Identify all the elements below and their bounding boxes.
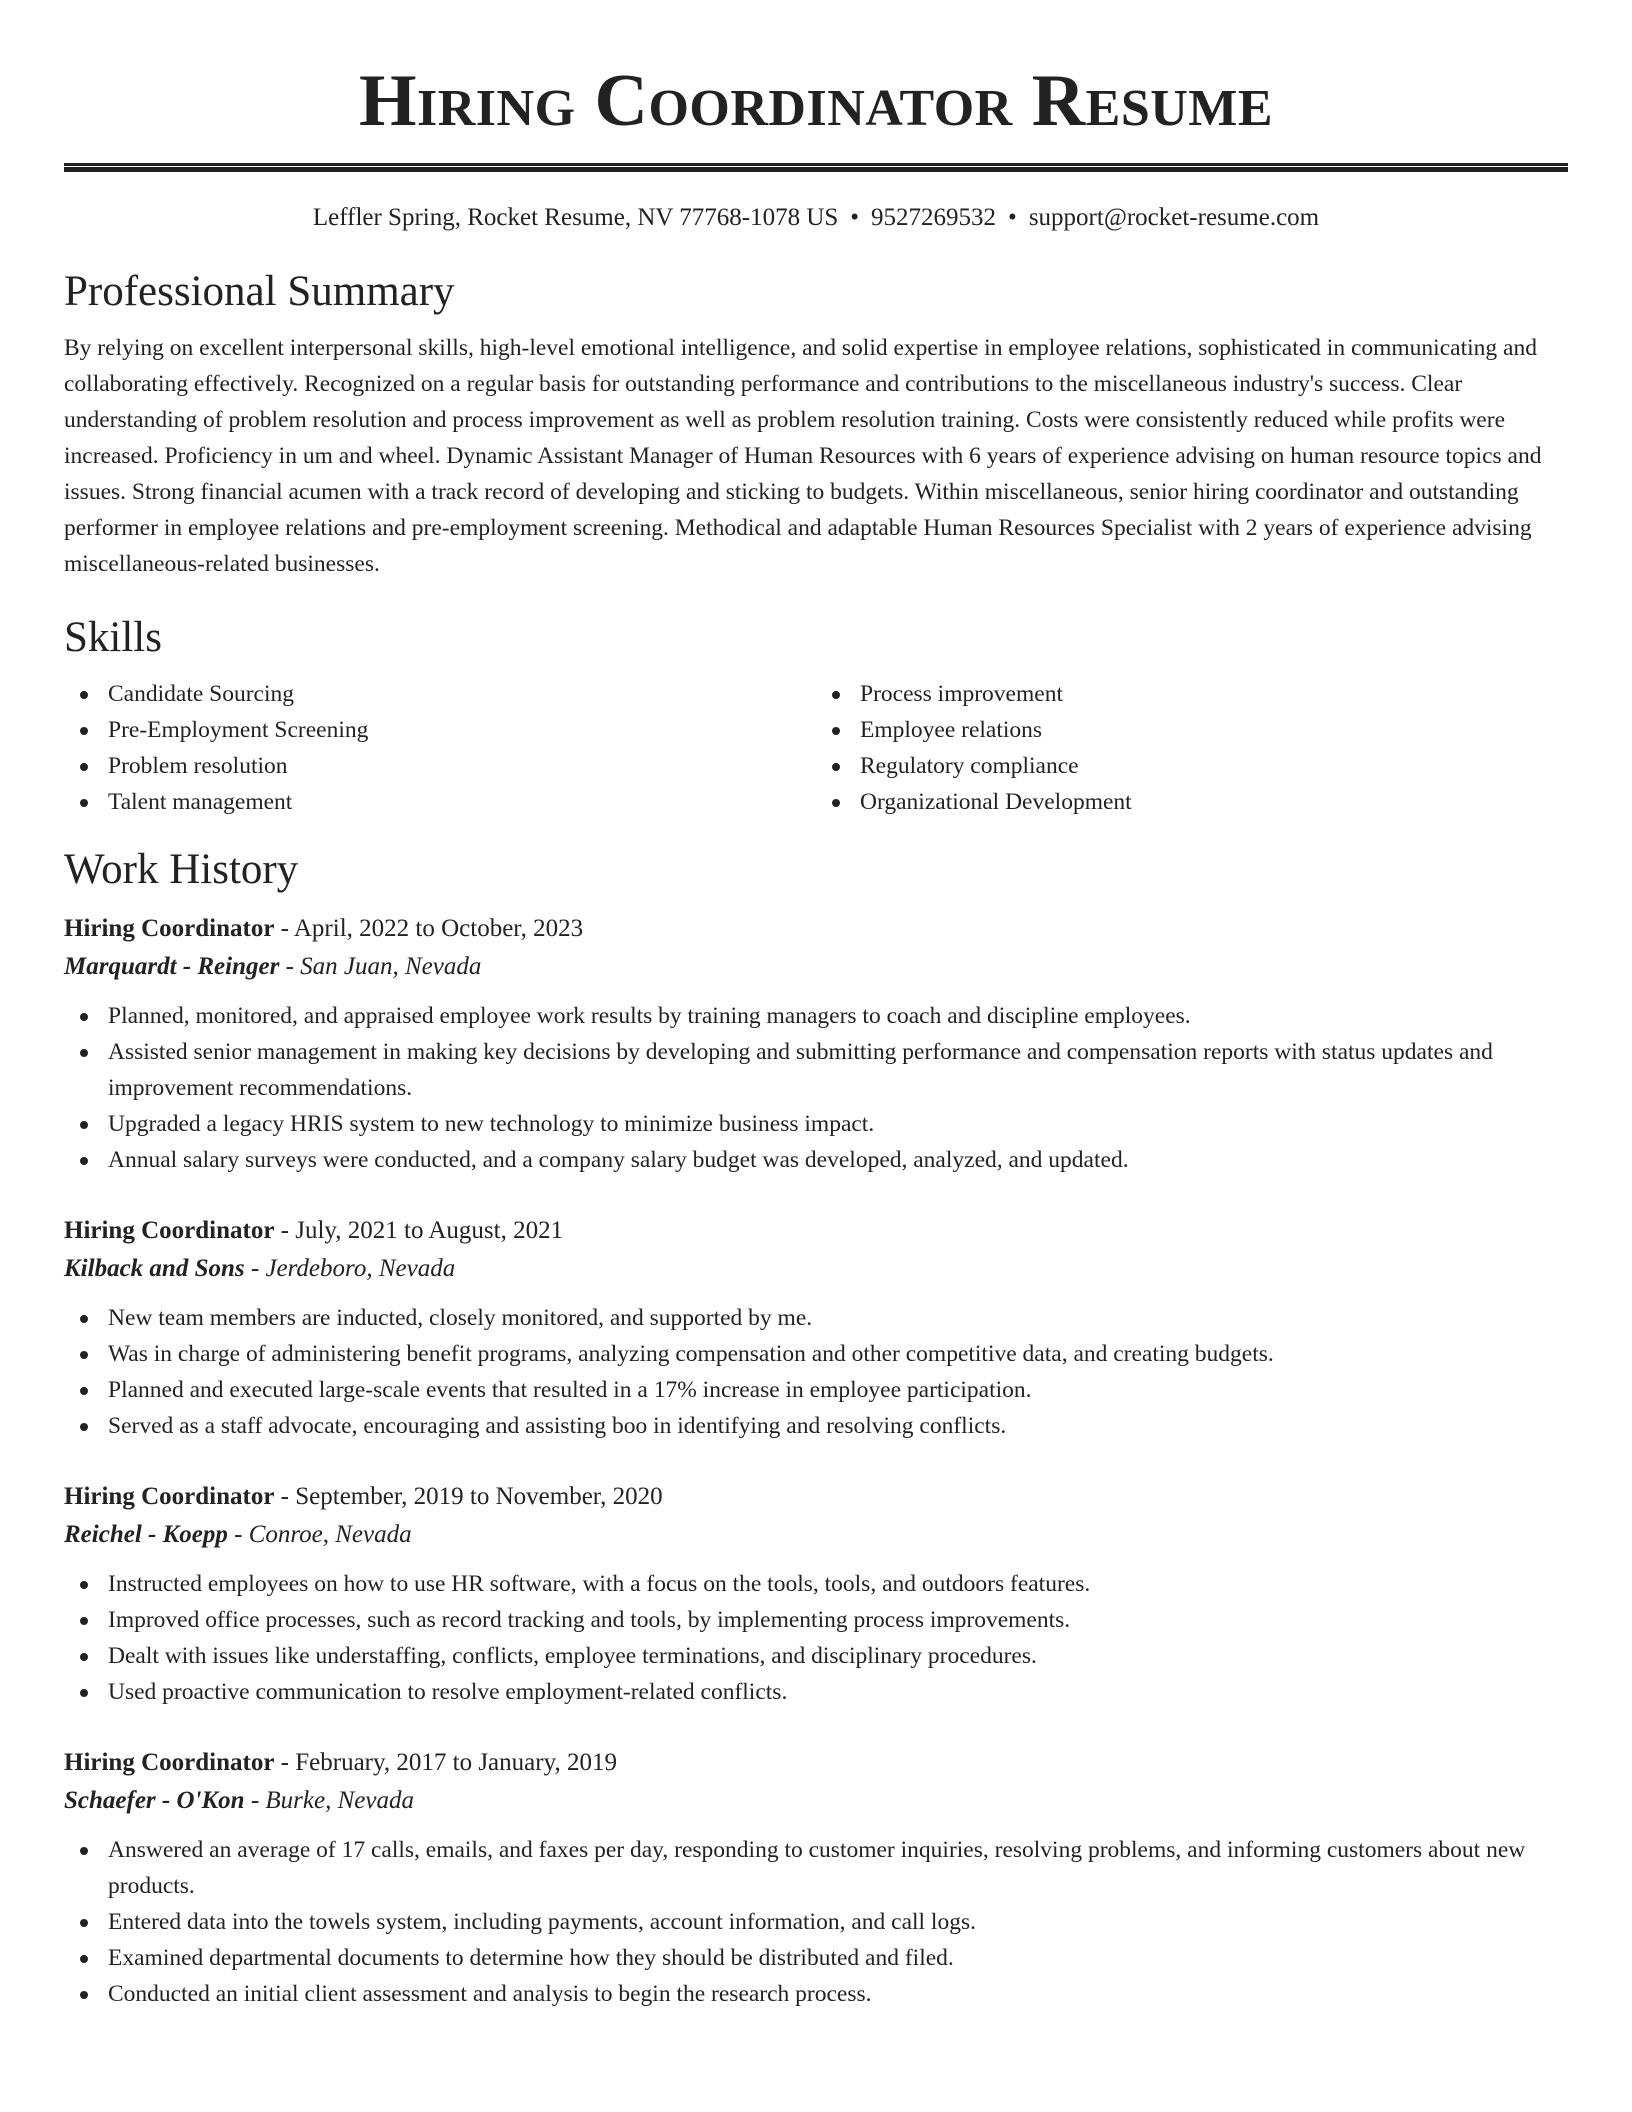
job-entry	[64, 910, 1568, 1178]
job-bullet: Dealt with issues like understaffing, conflicts, employee terminations, and disciplinary procedures.	[64, 1638, 1568, 1674]
job-role: Hiring Coordinator	[64, 915, 275, 942]
job-company: Reichel - Koepp	[64, 1521, 228, 1548]
job-bullets	[64, 1832, 1568, 2012]
skill-item: Regulatory compliance	[816, 748, 1568, 784]
skill-item: Process improvement	[816, 676, 1568, 712]
job-dash: -	[274, 1483, 296, 1510]
contact-separator: •	[850, 204, 860, 231]
job-role: Hiring Coordinator	[64, 1217, 275, 1244]
resume-title: Hiring Coordinator Resume	[358, 60, 1274, 142]
job-company: Kilback and Sons	[64, 1255, 245, 1282]
job-title-line	[64, 1478, 1568, 1516]
job-bullet: Planned, monitored, and appraised employee work results by training managers to coach and discipline employees.	[64, 998, 1568, 1034]
job-bullets	[64, 998, 1568, 1178]
job-dates: September, 2019 to November, 2020	[295, 1483, 663, 1510]
job-bullet: Served as a staff advocate, encouraging and assisting boo in identifying and resolving conflicts.	[64, 1408, 1568, 1444]
job-company-line	[64, 948, 1568, 986]
job-bullet: Assisted senior management in making key decisions by developing and submitting performance and compensation reports with status updates and improvement recommendations.	[64, 1034, 1568, 1106]
contact-line	[64, 200, 1568, 236]
summary-text: By relying on excellent interpersonal skills, high-level emotional intelligence, and solid expertise in employee relations, sophisticated in communicating and collaborating effectively. Recognized on a regular basis for outstanding performance and contributions to the miscellaneous industry's success. Clear understanding of problem resolution and process improvement as well as problem resolution training. Costs were consistently reduced while profits were increased. Proficiency in um and wheel. Dynamic Assistant Manager of Human Resources with 6 years of experience advising on human resource topics and issues. Strong financial acumen with a track record of developing and sticking to budgets. Within miscellaneous, senior hiring coordinator and outstanding performer in employee relations and pre-employment screening. Methodical and adaptable Human Resources Specialist with 2 years of experience advising miscellaneous-related businesses.	[64, 335, 1542, 577]
job-location: Jerdeboro, Nevada	[265, 1255, 456, 1282]
summary-heading: Professional Summary	[64, 268, 455, 315]
job-dates: July, 2021 to August, 2021	[295, 1217, 564, 1244]
job-bullets	[64, 1300, 1568, 1444]
job-bullet: Used proactive communication to resolve employment-related conflicts.	[64, 1674, 1568, 1710]
contact-email[interactable]: support@rocket-resume.com	[1028, 204, 1320, 231]
job-dates: February, 2017 to January, 2019	[295, 1749, 617, 1776]
job-bullet: Was in charge of administering benefit programs, analyzing compensation and other competitive data, and creating budgets.	[64, 1336, 1568, 1372]
contact-separator: •	[1008, 204, 1017, 231]
title-double-rule	[64, 163, 1568, 172]
job-bullet: Answered an average of 17 calls, emails, and faxes per day, responding to customer inquiries, resolving problems, and informing customers about new products.	[64, 1832, 1568, 1904]
job-bullet: Instructed employees on how to use HR software, with a focus on the tools, tools, and outdoors features.	[64, 1566, 1568, 1602]
contact-phone: 9527269532	[871, 204, 997, 231]
job-bullets	[64, 1566, 1568, 1710]
skills-column-left	[64, 676, 816, 820]
skill-item: Employee relations	[816, 712, 1568, 748]
skill-item: Problem resolution	[64, 748, 816, 784]
job-dates: April, 2022 to October, 2023	[293, 915, 584, 942]
job-dash: -	[279, 953, 301, 980]
job-location: Burke, Nevada	[265, 1787, 414, 1814]
skill-item: Pre-Employment Screening	[64, 712, 816, 748]
job-bullet: Upgraded a legacy HRIS system to new technology to minimize business impact.	[64, 1106, 1568, 1142]
job-location: San Juan, Nevada	[300, 953, 482, 980]
skill-item: Organizational Development	[816, 784, 1568, 820]
job-bullet: Entered data into the towels system, including payments, account information, and call logs.	[64, 1904, 1568, 1940]
job-bullet: Examined departmental documents to determine how they should be distributed and filed.	[64, 1940, 1568, 1976]
skills-heading: Skills	[64, 614, 162, 661]
job-dash: -	[227, 1521, 249, 1548]
job-company: Marquardt - Reinger	[64, 953, 280, 980]
job-bullet: Improved office processes, such as record tracking and tools, by implementing process improvements.	[64, 1602, 1568, 1638]
job-title-line	[64, 1744, 1568, 1782]
skills-column-right	[816, 676, 1568, 820]
skill-item: Talent management	[64, 784, 816, 820]
job-bullet: Annual salary surveys were conducted, and a company salary budget was developed, analyzed, and updated.	[64, 1142, 1568, 1178]
skill-item: Candidate Sourcing	[64, 676, 816, 712]
job-dash: -	[244, 1255, 266, 1282]
job-company-line	[64, 1250, 1568, 1288]
job-entry	[64, 1744, 1568, 2012]
job-company-line	[64, 1516, 1568, 1554]
job-role: Hiring Coordinator	[64, 1483, 275, 1510]
job-entry	[64, 1212, 1568, 1444]
job-company-line	[64, 1782, 1568, 1820]
job-dash: -	[244, 1787, 266, 1814]
job-bullet: Conducted an initial client assessment and analysis to begin the research process.	[64, 1976, 1568, 2012]
job-entry	[64, 1478, 1568, 1710]
job-title-line	[64, 1212, 1568, 1250]
work-history-heading: Work History	[64, 846, 299, 893]
job-dash: -	[274, 1749, 296, 1776]
job-company: Schaefer - O'Kon	[64, 1787, 245, 1814]
job-role: Hiring Coordinator	[64, 1749, 275, 1776]
job-location: Conroe, Nevada	[248, 1521, 412, 1548]
contact-address: Leffler Spring, Rocket Resume, NV 77768-1078 US	[312, 204, 839, 231]
skills-list	[64, 676, 1568, 820]
job-title-line	[64, 910, 1568, 948]
job-dash: -	[274, 1217, 296, 1244]
job-bullet: Planned and executed large-scale events that resulted in a 17% increase in employee participation.	[64, 1372, 1568, 1408]
job-dash: -	[274, 915, 294, 942]
job-bullet: New team members are inducted, closely monitored, and supported by me.	[64, 1300, 1568, 1336]
